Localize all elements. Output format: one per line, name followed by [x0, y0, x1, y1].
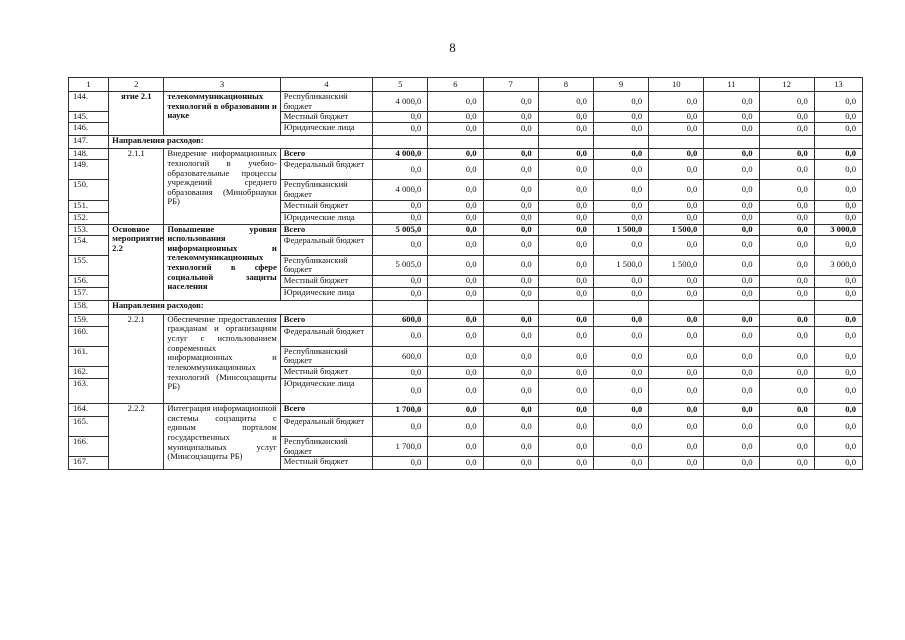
table-row	[69, 300, 863, 314]
amount-cell: 0,0	[704, 212, 759, 224]
amount-cell: 0,0	[814, 314, 862, 326]
amount-cell: 4 000,0	[373, 149, 428, 160]
amount-cell: 0,0	[428, 346, 483, 366]
amount-cell: 0,0	[428, 160, 483, 180]
amount-cell: 0,0	[483, 275, 538, 287]
amount-cell: 3 000,0	[814, 224, 862, 235]
amount-cell: 0,0	[759, 314, 814, 326]
empty-cell	[483, 136, 538, 149]
funding-source: Местный бюджет	[280, 200, 372, 212]
column-number-header-row	[69, 78, 863, 92]
amount-cell: 0,0	[649, 200, 704, 212]
row-number: 167.	[69, 457, 109, 470]
amount-cell: 0,0	[814, 379, 862, 404]
amount-cell: 0,0	[593, 404, 648, 417]
amount-cell: 0,0	[704, 255, 759, 275]
amount-cell: 5 005,0	[373, 255, 428, 275]
funding-source: Юридические лица	[280, 123, 372, 136]
column-number-1: 1	[69, 78, 109, 92]
row-number: 156.	[69, 275, 109, 287]
amount-cell: 0,0	[814, 180, 862, 200]
table-row	[69, 404, 863, 417]
amount-cell: 0,0	[428, 367, 483, 379]
column-number-12: 12	[759, 78, 814, 92]
amount-cell: 0,0	[759, 149, 814, 160]
amount-cell: 0,0	[428, 287, 483, 300]
amount-cell: 0,0	[649, 326, 704, 346]
funding-source: Юридические лица	[280, 212, 372, 224]
amount-cell: 1 500,0	[593, 255, 648, 275]
amount-cell: 0,0	[704, 275, 759, 287]
amount-cell: 0,0	[373, 275, 428, 287]
amount-cell: 0,0	[704, 457, 759, 470]
amount-cell: 0,0	[759, 287, 814, 300]
amount-cell: 0,0	[538, 112, 593, 123]
column-number-11: 11	[704, 78, 759, 92]
funding-source: Юридические лица	[280, 379, 372, 404]
row-number: 152.	[69, 212, 109, 224]
amount-cell: 0,0	[428, 92, 483, 112]
budget-table	[68, 77, 863, 470]
amount-cell: 0,0	[814, 200, 862, 212]
amount-cell: 0,0	[649, 437, 704, 457]
amount-cell: 0,0	[704, 235, 759, 255]
amount-cell: 0,0	[649, 417, 704, 437]
row-number: 161.	[69, 346, 109, 366]
amount-cell: 0,0	[428, 123, 483, 136]
column-number-2: 2	[109, 78, 164, 92]
amount-cell: 0,0	[704, 404, 759, 417]
amount-cell: 0,0	[538, 346, 593, 366]
amount-cell: 0,0	[593, 346, 648, 366]
amount-cell: 0,0	[649, 457, 704, 470]
amount-cell: 0,0	[759, 92, 814, 112]
funding-source: Местный бюджет	[280, 112, 372, 123]
amount-cell: 0,0	[428, 457, 483, 470]
amount-cell: 0,0	[538, 224, 593, 235]
amount-cell: 0,0	[704, 123, 759, 136]
amount-cell: 0,0	[538, 314, 593, 326]
funding-source: Федеральный бюджет	[280, 326, 372, 346]
column-number-9: 9	[593, 78, 648, 92]
amount-cell: 0,0	[814, 235, 862, 255]
empty-cell	[704, 300, 759, 314]
amount-cell: 0,0	[373, 235, 428, 255]
amount-cell: 0,0	[593, 287, 648, 300]
amount-cell: 1 500,0	[593, 224, 648, 235]
amount-cell: 0,0	[428, 235, 483, 255]
amount-cell: 0,0	[649, 275, 704, 287]
amount-cell: 0,0	[704, 367, 759, 379]
amount-cell: 600,0	[373, 346, 428, 366]
amount-cell: 0,0	[759, 346, 814, 366]
amount-cell: 0,0	[759, 457, 814, 470]
amount-cell: 0,0	[538, 212, 593, 224]
amount-cell: 0,0	[759, 417, 814, 437]
amount-cell: 0,0	[428, 404, 483, 417]
amount-cell: 0,0	[483, 457, 538, 470]
column-number-4: 4	[280, 78, 372, 92]
empty-cell	[593, 136, 648, 149]
amount-cell: 0,0	[704, 224, 759, 235]
amount-cell: 0,0	[538, 326, 593, 346]
amount-cell: 3 000,0	[814, 255, 862, 275]
empty-cell	[538, 300, 593, 314]
amount-cell: 0,0	[814, 212, 862, 224]
row-number: 160.	[69, 326, 109, 346]
amount-cell: 0,0	[704, 112, 759, 123]
amount-cell: 0,0	[373, 457, 428, 470]
amount-cell: 0,0	[593, 123, 648, 136]
amount-cell: 0,0	[483, 160, 538, 180]
funding-source: Федеральный бюджет	[280, 160, 372, 180]
amount-cell: 0,0	[814, 287, 862, 300]
amount-cell: 0,0	[814, 275, 862, 287]
amount-cell: 0,0	[483, 314, 538, 326]
amount-cell: 0,0	[649, 346, 704, 366]
amount-cell: 0,0	[373, 123, 428, 136]
measure-code: 2.2.2	[109, 404, 164, 470]
amount-cell: 1 700,0	[373, 404, 428, 417]
amount-cell: 0,0	[593, 112, 648, 123]
amount-cell: 0,0	[373, 212, 428, 224]
empty-cell	[593, 300, 648, 314]
amount-cell: 0,0	[373, 417, 428, 437]
funding-source: Всего	[280, 224, 372, 235]
amount-cell: 1 500,0	[649, 224, 704, 235]
table-body	[69, 78, 863, 470]
column-number-6: 6	[428, 78, 483, 92]
table-row	[69, 149, 863, 160]
amount-cell: 0,0	[704, 180, 759, 200]
amount-cell: 0,0	[649, 112, 704, 123]
amount-cell: 0,0	[814, 149, 862, 160]
amount-cell: 0,0	[704, 160, 759, 180]
amount-cell: 0,0	[538, 404, 593, 417]
amount-cell: 0,0	[483, 346, 538, 366]
empty-cell	[814, 136, 862, 149]
amount-cell: 0,0	[373, 112, 428, 123]
amount-cell: 0,0	[649, 149, 704, 160]
amount-cell: 0,0	[428, 275, 483, 287]
empty-cell	[538, 136, 593, 149]
measure-description: телекоммуникационных технологий в образовании и науке	[164, 92, 280, 136]
funding-source: Республиканский бюджет	[280, 346, 372, 366]
amount-cell: 0,0	[428, 255, 483, 275]
amount-cell: 0,0	[538, 200, 593, 212]
amount-cell: 0,0	[538, 287, 593, 300]
amount-cell: 0,0	[593, 314, 648, 326]
funding-source: Федеральный бюджет	[280, 417, 372, 437]
table-row	[69, 224, 863, 235]
amount-cell: 0,0	[593, 92, 648, 112]
amount-cell: 0,0	[538, 275, 593, 287]
amount-cell: 0,0	[649, 314, 704, 326]
amount-cell: 0,0	[483, 200, 538, 212]
funding-source: Всего	[280, 149, 372, 160]
amount-cell: 0,0	[704, 437, 759, 457]
amount-cell: 0,0	[814, 417, 862, 437]
empty-cell	[759, 300, 814, 314]
amount-cell: 0,0	[538, 379, 593, 404]
row-number: 146.	[69, 123, 109, 136]
empty-cell	[704, 136, 759, 149]
amount-cell: 0,0	[649, 287, 704, 300]
amount-cell: 0,0	[649, 235, 704, 255]
amount-cell: 1 500,0	[649, 255, 704, 275]
funding-source: Республиканский бюджет	[280, 180, 372, 200]
amount-cell: 0,0	[814, 160, 862, 180]
row-number: 150.	[69, 180, 109, 200]
amount-cell: 0,0	[814, 92, 862, 112]
amount-cell: 0,0	[483, 224, 538, 235]
amount-cell: 0,0	[538, 255, 593, 275]
row-number: 163.	[69, 379, 109, 404]
funding-source: Юридические лица	[280, 287, 372, 300]
empty-cell	[814, 300, 862, 314]
amount-cell: 600,0	[373, 314, 428, 326]
amount-cell: 0,0	[649, 123, 704, 136]
measure-description: Обеспечение предоставления гражданам и организациям услуг с использованием современных информационных и телекоммуникационных технологий (Минсоцзащиты РБ)	[164, 314, 280, 403]
row-number: 158.	[69, 300, 109, 314]
amount-cell: 0,0	[538, 123, 593, 136]
row-number: 147.	[69, 136, 109, 149]
amount-cell: 0,0	[483, 235, 538, 255]
amount-cell: 0,0	[759, 235, 814, 255]
amount-cell: 0,0	[759, 200, 814, 212]
row-number: 145.	[69, 112, 109, 123]
section-heading: Направления расходов:	[109, 300, 373, 314]
amount-cell: 0,0	[649, 180, 704, 200]
amount-cell: 0,0	[814, 404, 862, 417]
amount-cell: 0,0	[483, 437, 538, 457]
funding-source: Местный бюджет	[280, 275, 372, 287]
funding-source: Местный бюджет	[280, 457, 372, 470]
funding-source: Республиканский бюджет	[280, 92, 372, 112]
amount-cell: 0,0	[704, 346, 759, 366]
amount-cell: 0,0	[704, 314, 759, 326]
amount-cell: 0,0	[428, 379, 483, 404]
amount-cell: 0,0	[593, 437, 648, 457]
table-row	[69, 314, 863, 326]
row-number: 159.	[69, 314, 109, 326]
measure-code: ятие 2.1	[109, 92, 164, 136]
measure-description: Повышение уровня использования информационных и телекоммуникационных технологий в сфере социальной защиты населения	[164, 224, 280, 300]
amount-cell: 0,0	[373, 367, 428, 379]
amount-cell: 0,0	[759, 326, 814, 346]
amount-cell: 0,0	[759, 404, 814, 417]
amount-cell: 0,0	[593, 367, 648, 379]
measure-code: Основное мероприятие 2.2	[109, 224, 164, 300]
empty-cell	[483, 300, 538, 314]
empty-cell	[759, 136, 814, 149]
amount-cell: 0,0	[814, 123, 862, 136]
amount-cell: 0,0	[428, 437, 483, 457]
amount-cell: 0,0	[593, 379, 648, 404]
measure-description: Интеграция информационной системы соцзащиты с единым порталом государственных и муниципальных услуг (Минсоцзащиты РБ)	[164, 404, 280, 470]
amount-cell: 0,0	[483, 326, 538, 346]
row-number: 148.	[69, 149, 109, 160]
amount-cell: 0,0	[759, 180, 814, 200]
amount-cell: 0,0	[593, 326, 648, 346]
empty-cell	[649, 300, 704, 314]
amount-cell: 0,0	[759, 224, 814, 235]
amount-cell: 0,0	[759, 367, 814, 379]
column-number-7: 7	[483, 78, 538, 92]
amount-cell: 0,0	[704, 417, 759, 437]
amount-cell: 0,0	[759, 123, 814, 136]
amount-cell: 0,0	[483, 287, 538, 300]
row-number: 166.	[69, 437, 109, 457]
funding-source: Местный бюджет	[280, 367, 372, 379]
amount-cell: 0,0	[759, 275, 814, 287]
amount-cell: 0,0	[483, 123, 538, 136]
row-number: 165.	[69, 417, 109, 437]
amount-cell: 0,0	[649, 212, 704, 224]
amount-cell: 0,0	[704, 379, 759, 404]
row-number: 151.	[69, 200, 109, 212]
amount-cell: 0,0	[538, 367, 593, 379]
amount-cell: 0,0	[759, 212, 814, 224]
amount-cell: 0,0	[593, 200, 648, 212]
measure-code: 2.1.1	[109, 149, 164, 224]
amount-cell: 0,0	[649, 367, 704, 379]
amount-cell: 0,0	[538, 92, 593, 112]
row-number: 157.	[69, 287, 109, 300]
amount-cell: 0,0	[704, 149, 759, 160]
amount-cell: 5 005,0	[373, 224, 428, 235]
empty-cell	[428, 300, 483, 314]
amount-cell: 0,0	[483, 149, 538, 160]
amount-cell: 0,0	[373, 326, 428, 346]
row-number: 154.	[69, 235, 109, 255]
amount-cell: 0,0	[428, 326, 483, 346]
amount-cell: 0,0	[759, 112, 814, 123]
amount-cell: 0,0	[483, 92, 538, 112]
measure-description: Внедрение информационных технологий в учебно-образовательные процессы учреждений среднего образования (Минобрнауки РБ)	[164, 149, 280, 224]
column-number-5: 5	[373, 78, 428, 92]
amount-cell: 0,0	[593, 417, 648, 437]
amount-cell: 0,0	[593, 212, 648, 224]
amount-cell: 0,0	[483, 379, 538, 404]
amount-cell: 0,0	[373, 160, 428, 180]
amount-cell: 0,0	[483, 255, 538, 275]
amount-cell: 0,0	[814, 346, 862, 366]
amount-cell: 0,0	[704, 200, 759, 212]
amount-cell: 0,0	[593, 160, 648, 180]
amount-cell: 0,0	[704, 287, 759, 300]
empty-cell	[373, 300, 428, 314]
amount-cell: 0,0	[483, 404, 538, 417]
amount-cell: 0,0	[593, 457, 648, 470]
amount-cell: 0,0	[704, 326, 759, 346]
row-number: 164.	[69, 404, 109, 417]
row-number: 149.	[69, 160, 109, 180]
table-row	[69, 136, 863, 149]
empty-cell	[649, 136, 704, 149]
amount-cell: 0,0	[428, 112, 483, 123]
empty-cell	[428, 136, 483, 149]
column-number-3: 3	[164, 78, 280, 92]
amount-cell: 0,0	[428, 224, 483, 235]
amount-cell: 0,0	[759, 255, 814, 275]
amount-cell: 0,0	[538, 417, 593, 437]
amount-cell: 0,0	[593, 180, 648, 200]
amount-cell: 0,0	[428, 180, 483, 200]
amount-cell: 0,0	[649, 160, 704, 180]
amount-cell: 0,0	[649, 379, 704, 404]
amount-cell: 0,0	[428, 417, 483, 437]
amount-cell: 0,0	[814, 112, 862, 123]
amount-cell: 0,0	[649, 92, 704, 112]
row-number: 153.	[69, 224, 109, 235]
funding-source: Федеральный бюджет	[280, 235, 372, 255]
amount-cell: 0,0	[814, 457, 862, 470]
amount-cell: 0,0	[483, 112, 538, 123]
amount-cell: 0,0	[759, 379, 814, 404]
amount-cell: 0,0	[428, 200, 483, 212]
funding-source: Республиканский бюджет	[280, 255, 372, 275]
amount-cell: 4 000,0	[373, 92, 428, 112]
row-number: 162.	[69, 367, 109, 379]
column-number-10: 10	[649, 78, 704, 92]
empty-cell	[373, 136, 428, 149]
amount-cell: 0,0	[538, 160, 593, 180]
amount-cell: 1 700,0	[373, 437, 428, 457]
section-heading: Направления расходов:	[109, 136, 373, 149]
row-number: 155.	[69, 255, 109, 275]
amount-cell: 0,0	[483, 180, 538, 200]
amount-cell: 0,0	[704, 92, 759, 112]
amount-cell: 0,0	[593, 275, 648, 287]
amount-cell: 0,0	[538, 180, 593, 200]
amount-cell: 0,0	[538, 437, 593, 457]
amount-cell: 0,0	[759, 160, 814, 180]
amount-cell: 0,0	[428, 149, 483, 160]
amount-cell: 0,0	[538, 457, 593, 470]
amount-cell: 0,0	[814, 326, 862, 346]
column-number-13: 13	[814, 78, 862, 92]
amount-cell: 0,0	[538, 235, 593, 255]
amount-cell: 0,0	[814, 437, 862, 457]
funding-source: Всего	[280, 404, 372, 417]
amount-cell: 4 000,0	[373, 180, 428, 200]
amount-cell: 0,0	[428, 212, 483, 224]
amount-cell: 0,0	[649, 404, 704, 417]
measure-code: 2.2.1	[109, 314, 164, 403]
row-number: 144.	[69, 92, 109, 112]
amount-cell: 0,0	[373, 200, 428, 212]
amount-cell: 0,0	[593, 235, 648, 255]
amount-cell: 0,0	[538, 149, 593, 160]
amount-cell: 0,0	[593, 149, 648, 160]
amount-cell: 0,0	[483, 417, 538, 437]
page-number: 8	[449, 40, 456, 55]
amount-cell: 0,0	[483, 212, 538, 224]
funding-source: Республиканский бюджет	[280, 437, 372, 457]
amount-cell: 0,0	[483, 367, 538, 379]
amount-cell: 0,0	[428, 314, 483, 326]
amount-cell: 0,0	[373, 287, 428, 300]
column-number-8: 8	[538, 78, 593, 92]
amount-cell: 0,0	[373, 379, 428, 404]
table-row	[69, 92, 863, 112]
amount-cell: 0,0	[814, 367, 862, 379]
funding-source: Всего	[280, 314, 372, 326]
amount-cell: 0,0	[759, 437, 814, 457]
